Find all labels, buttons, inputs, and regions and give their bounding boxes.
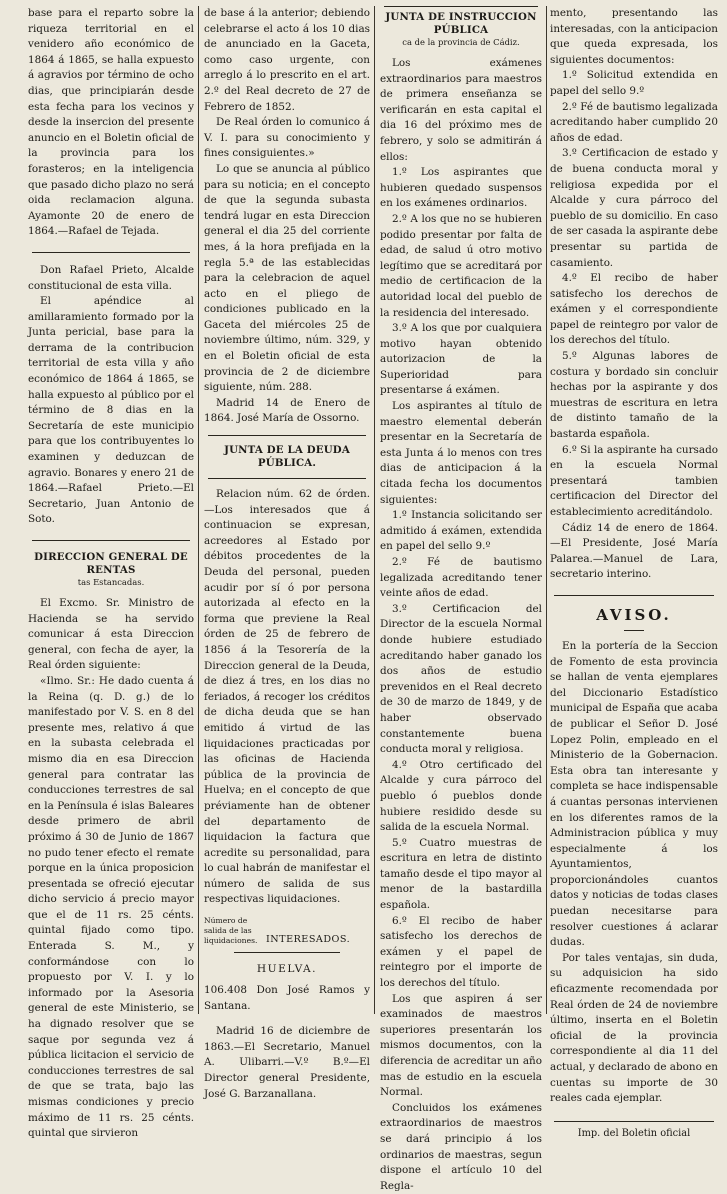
rentas-announcement: Lo que se anuncia al público para su noticia; en el concepto de que la segunda subasta tendrá lugar en esta Direccion general el dia 25 del corriente mes, á la hora prefijada en la regla 5.ª de las establecidas para la celebracion de aquel acto en el pliego de condiciones publicado en la Gaceta del miércoles 25 de noviembre último, núm. 329, y en el Boletin oficial de esta provincia de 2 de diciembre siguiente, núm. 288. [204, 162, 370, 394]
aviso-text: En la portería de la Seccion de Fomento de esta provincia se hallan de venta ejemplares del Diccionario Estadístico municipal de España que acaba de publicar el Señor D. José Lopez Polin, empleado en el Ministerio de la Gobernacion. Esta obra tan interesante y completa se hace indispensable á cuantas personas intervienen en los diferentes ramos de la Administracion pública y muy especialmente á los Ayuntamientos, proporcionándoles cuantos datos y noticias de todas clases puedan necesitarse para resolver cuestiones á aclarar dudas. [550, 639, 718, 949]
column-3 [380, 6, 542, 1192]
province-heading: HUELVA. [256, 963, 318, 976]
notice-ayamonte-text: base para el reparto sobre la riqueza territorial en el venidero año económico de 1864 á 1865, se halla expuesto á agravios por término de ocho dias, que principiarán desde esta fecha para los vecinos y desde la insercion del presente anuncio en el Boletin oficial de la provincia para los forasteros; en la inteligencia que pasado dicho plazo no será oida reclamacion alguna. Ayamonte 20 de enero de 1864.—Rafael de Tejada. [28, 7, 194, 238]
document-2: 2.º Fé de bautismo legalizada acreditando tener veinte años de edad. [380, 556, 542, 600]
requirement-1: 1.º Los aspirantes que hubieren quedado suspensos en los exámenes ordinarios. [380, 166, 542, 210]
female-document-3: 3.º Certificacion de estado y de buena conducta moral y religiosa expedida por el Alcalde y cura párroco del pueblo de su domicilio. En caso de ser casada la aspirante debe presentar su partida de casamiento. [550, 147, 718, 269]
requirement-2: 2.º A los que no se hubieren podido presentar por falta de edad, de salud ú otro motivo legítimo que se acreditará por medio de certificacion de la autoridad local del pueblo de la residencia del interesado. [380, 212, 542, 319]
table-col-number: Número de salida de las liquidaciones. [204, 916, 258, 946]
female-document-2: 2.º Fé de bautismo legalizada acreditando haber cumplido 20 años de edad. [550, 100, 718, 144]
notice-heading: AVISO. [596, 605, 672, 624]
notice-bonares-title: Don Rafael Prieto, Alcalde constitucional de esta villa. [28, 263, 194, 292]
table-row: 106.408 Don José Ramos y Santana. [204, 984, 370, 1012]
separator [384, 6, 538, 7]
column-rule [198, 6, 199, 1014]
separator [208, 435, 366, 436]
instruccion-signature: Cádiz 14 de enero de 1864. —El Presidente, José María Palarea.—Manuel de Lara, secretario interino. [550, 521, 718, 581]
short-rule [624, 630, 644, 631]
concluding-text: Concluidos los exámenes extraordinarios de maestros se dará principio á los ordinarios de maestras, segun dispone el artículo 10 del Regla- [380, 1101, 542, 1192]
instruccion-continued: mento, presentando las interesadas, con la anticipacion que queda expresada, los siguientes documentos: [550, 7, 718, 66]
separator [234, 952, 340, 953]
document-1: 1.º Instancia solicitando ser admitido á exámen, extendida en papel del sello 9.º [380, 509, 542, 553]
section-heading-rentas: DIRECCION GENERAL DE RENTAS [34, 551, 188, 576]
column-rule [374, 6, 375, 1014]
requirement-3: 3.º A los que por cualquiera motivo hayan obtenido autorizacion de la Superioridad para presentarse á exámen. [380, 322, 542, 397]
section-heading-deuda: JUNTA DE LA DEUDA PÚBLICA. [224, 444, 350, 470]
female-document-1: 1.º Solicitud extendida en papel del sello 9.º [550, 69, 718, 97]
rentas-communication: De Real órden lo comunico á V. I. para su conocimiento y fines consiguientes.» [204, 116, 370, 160]
document-5: 5.º Cuatro muestras de escritura en letra de distinto tamaño desde el tipo mayor al menor de la bastardilla española. [380, 836, 542, 912]
deuda-signature: Madrid 16 de diciembre de 1863.—El Secretario, Manuel A. Ulibarri.—V.º B.º—El Director general Presidente, José G. Barzanallana. [204, 1025, 370, 1100]
rentas-royal-order: «Ilmo. Sr.: He dado cuenta á la Reina (q. D. g.) de lo manifestado por V. S. en 8 del presente mes, relativo á que en la subasta celebrada el mismo dia en esa Direccion general para contratar las conducciones terrestres de sal en la Península é islas Baleares desde primero de abril próximo á 30 de Junio de 1867 no pudo tener efecto el remate porque en la única proposicion presentada se ofreció ejecutar dicho servicio á precio mayor que el de 11 rs. 25 cénts. quintal fijado como tipo. Enterada S. M., y conformándose con lo propuesto por V. I. y lo informado por la Asesoria general de este Ministerio, se ha dignado resolver que se saque por segunda vez á pública licitacion el servicio de conducciones terrestres de sal de que se trata, bajo las mismas condiciones y precio máximo de 11 rs. 25 cénts. quintal que sirvieron [28, 674, 194, 1140]
aspirants-text: Los aspirantes al título de maestro elemental deberán presentar en la Secretaría de esta Junta á lo menos con tres dias de anticipacion á la citada fecha los documentos siguientes: [380, 400, 542, 506]
aviso-text-2: Por tales ventajas, sin duda, su adquisicion ha sido eficazmente recomendada por Real órden de 24 de noviembre último, inserta en el Boletin oficial de la provincia correspondiente al dia 11 del actual, y declarado de abono en cuentas su importe de 30 reales cada ejemplar. [550, 951, 718, 1105]
female-document-6: 6.º Si la aspirante ha cursado en la escuela Normal presentará tambien certificacion del Director del establecimiento acreditándolo. [550, 443, 718, 518]
female-document-4: 4.º El recibo de haber satisfecho los derechos de exámen y el correspondiente papel de reintegro por valor de los derechos del título. [550, 272, 718, 347]
table-col-interested: INTERESADOS. [266, 934, 351, 946]
rentas-intro: El Excmo. Sr. Ministro de Hacienda se ha servido comunicar á esta Direccion general, con fecha de ayer, la Real órden siguiente: [28, 597, 194, 672]
document-6: 6.º El recibo de haber satisfecho los derechos de exámen y el papel de reintegro por el importe de los derechos del título. [380, 914, 542, 990]
instruccion-intro: Los exámenes extraordinarios para maestros de primera enseñanza se verificarán en esta capital el dia 16 del próximo mes de febrero, y solo se admitirán á ellos: [380, 57, 542, 163]
deuda-text: Relacion núm. 62 de órden.—Los interesados que á continuacion se expresan, acreedores al Estado por débitos procedentes de la Deuda del personal, pueden acudir por sí ó por persona autorizada al efecto en la forma que previene la Real órden de 25 de febrero de 1856 á la Tesorería de la Direccion general de la Deuda, de diez á tres, en los dias no feriados, á recoger los créditos de dicha deuda que se han emitido á virtud de las liquidaciones practicadas por las oficinas de Hacienda pública de la provincia de Huelva; en el concepto de que préviamente han de obtener del departamento de liquidacion la factura que acredite su personalidad, para lo cual habrán de manifestar el número de salida de sus respectivas liquidaciones. [204, 488, 370, 906]
separator [208, 478, 366, 479]
column-rule [546, 6, 547, 1014]
rentas-continued: de base á la anterior; debiendo celebrarse el acto á los 10 dias de anunciado en la Gaceta, como caso urgente, con arreglo á lo prescrito en el art. 2.º del Real decreto de 27 de Febrero de 1852. [204, 7, 370, 113]
column-4 [550, 6, 718, 1139]
separator [554, 1121, 714, 1122]
separator [32, 540, 190, 541]
document-4: 4.º Otro certificado del Alcalde y cura párroco del pueblo ó pueblos donde hubiere residido desde su salida de la escuela Normal. [380, 758, 542, 834]
notice-bonares-text: El apéndice al amillaramiento formado por la Junta pericial, base para la derrama de la contribucion territorial de esta villa y año económico de 1864 á 1865, se halla expuesto al público por el término de 8 dias en la Secretaría de este municipio para que los contribuyentes lo examinen y deduzcan de agravio. Bonares y enero 21 de 1864.—Rafael Prieto.—El Secretario, Juan Antonio de Soto. [28, 295, 194, 526]
column-1 [28, 6, 194, 1140]
document-3: 3.º Certificacion del Director de la escuela Normal donde hubiere estudiado acreditando haber ganado los dos años de estudio prevenidos en el Real decreto de 30 de marzo de 1849, y de haber observado constantemente buena conducta moral y religiosa. [380, 602, 542, 756]
rentas-signature: Madrid 14 de Enero de 1864. José María de Ossorno. [204, 396, 370, 425]
table-header [204, 916, 370, 946]
separator [554, 595, 714, 596]
section-subheading-instruccion: ca de la provincia de Cádiz. [402, 37, 520, 47]
separator [32, 252, 190, 253]
superior-masters-text: Los que aspiren á ser examinados de maestros superiores presentarán los mismos documentos, con la diferencia de acreditar un año mas de estudio en la escuela Normal. [380, 992, 542, 1099]
column-2 [204, 6, 370, 1100]
imprint: Imp. del Boletin oficial [577, 1127, 691, 1139]
female-document-5: 5.º Algunas labores de costura y bordado sin concluir hechas por la aspirante y dos muestras de escritura en letra de distinto tamaño de la bastarda española. [550, 350, 718, 441]
section-heading-instruccion: JUNTA DE INSTRUCCION PÚBLICA [385, 11, 537, 36]
section-subheading-rentas: tas Estancadas. [77, 577, 145, 587]
